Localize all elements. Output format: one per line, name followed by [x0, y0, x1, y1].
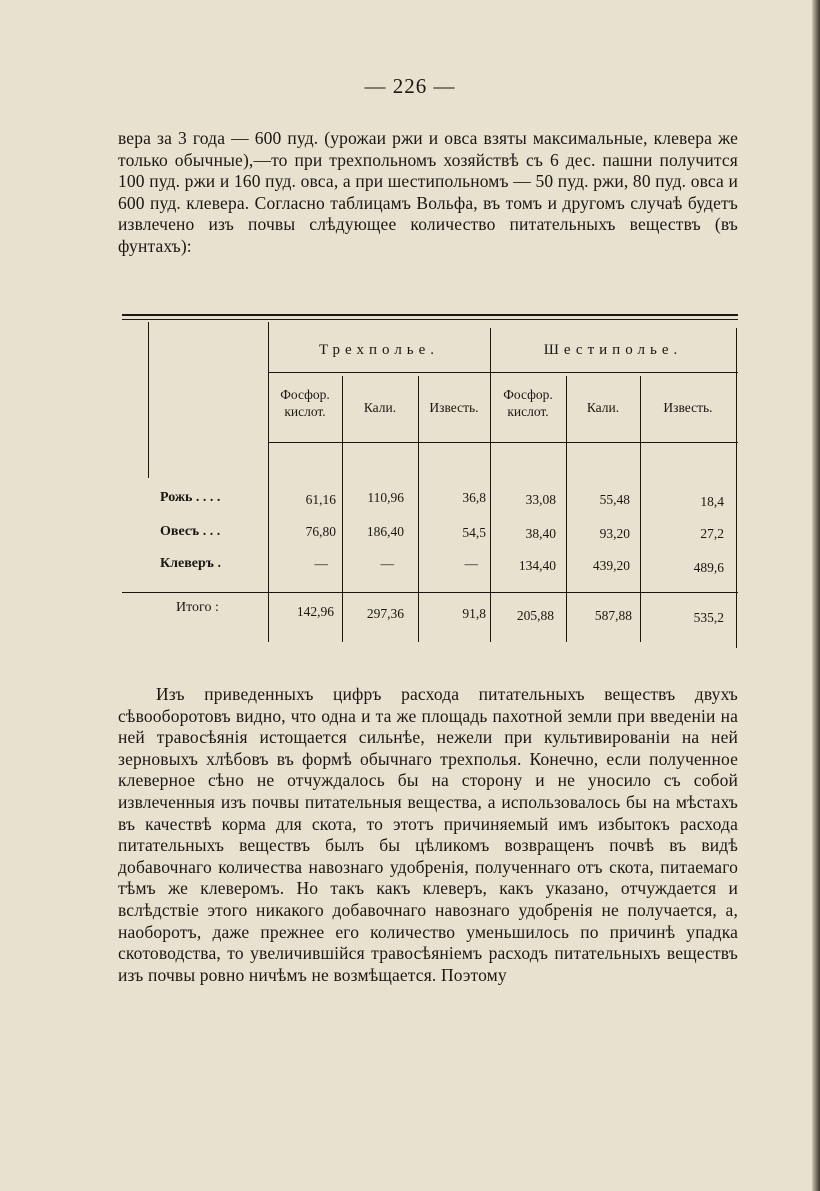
cell-rye-phosphoric-1: 61,16	[305, 492, 336, 507]
cell-oats-phosphoric-1: 76,80	[305, 524, 336, 539]
cell-clover-phosphoric-2: 134,40	[518, 558, 556, 573]
table-top-rule	[122, 314, 738, 316]
cell-total-lime-1: 91,8	[462, 606, 486, 621]
cell-oats-potash-2: 93,20	[599, 526, 630, 541]
paragraph-first-word: Изъ	[156, 684, 185, 704]
cell-oats-potash-1: 186,40	[366, 524, 404, 539]
col-header-lime-2: Известь.	[663, 400, 713, 415]
table-vline-stub	[148, 322, 149, 478]
col-header-phosphoric-2: Фосфор. кислот.	[503, 387, 553, 419]
cell-clover-lime-1: —	[464, 556, 478, 571]
cell-total-phosphoric-1: 142,96	[296, 604, 334, 619]
paragraph-body: приведенныхъ цифръ расхода питательныхъ веществъ двухъ сѣвооборотовъ видно, что одна и та же площадь пахотной земли при введеніи на ней травосѣянія истощается сильнѣе, нежели при культивированіи на ней зерновыхъ хлѣбовъ въ формѣ обычнаго трехполья. Конечно, если полученное клеверное сѣно не отчуждалось бы на сторону и не уносило съ собой извлеченныя изъ почвы питательныя вещества, а использовалось бы на мѣстахъ въ качествѣ корма для скота, то этотъ причиняемый имъ избытокъ расхода питательныхъ веществъ былъ бы цѣликомъ возвращенъ почвѣ въ видѣ добавочнаго количества навознаго удобренія, полученнаго отъ скота, питаемаго тѣмъ же клеверомъ. Но такъ какъ клеверъ, какъ указано, отчуждается и вслѣдствіе этого никакого добавочнаго навознаго удобренія не получается, а, наоборотъ, даже прежнее его количество уменьшилось по причинѣ упадка скотоводства, то увеличившійся травосѣяніемъ расходъ питательныхъ веществъ изъ почвы ровно ничѣмъ не возмѣщается. Поэтому	[118, 684, 738, 985]
table-vline-group	[490, 328, 491, 642]
cell-total-lime-2: 535,2	[693, 610, 724, 625]
paragraph-intro: вера за 3 года — 600 пуд. (урожаи ржи и овса взяты максимальные, клевера же только обычные),—то при трехпольномъ хозяйствѣ съ 6 дес. пашни получится 100 пуд. ржи и 160 пуд. овса, а при шестипольномъ — 50 пуд. ржи, 80 пуд. овса и 600 пуд. клевера. Согласно таблицамъ Вольфа, въ томъ и другомъ случаѣ будетъ извлечено изъ почвы слѣдующее количество питательныхъ веществъ (въ фунтахъ):	[118, 128, 738, 256]
cell-clover-potash-2: 439,20	[592, 558, 630, 573]
table-group-rule	[268, 372, 738, 373]
cell-clover-lime-2: 489,6	[693, 560, 724, 575]
table-top-rule-2	[122, 319, 738, 320]
paragraph-conclusion	[118, 684, 738, 986]
cell-clover-potash-1: —	[380, 556, 394, 571]
col-header-phosphoric-1: Фосфор. кислот.	[280, 387, 330, 419]
cell-oats-phosphoric-2: 38,40	[525, 526, 556, 541]
cell-clover-phosphoric-1: —	[314, 556, 328, 571]
cell-total-potash-2: 587,88	[594, 608, 632, 623]
group-header-three-field: Трехполье.	[318, 342, 440, 358]
cell-rye-potash-1: 110,96	[367, 490, 404, 505]
table-vline-right	[736, 328, 737, 648]
row-label-total: Итого :	[176, 600, 219, 615]
table-total-rule	[122, 592, 738, 593]
cell-rye-lime-1: 36,8	[462, 490, 486, 505]
col-header-potash-2: Кали.	[586, 400, 620, 415]
table-vline-label	[268, 322, 269, 642]
cell-oats-lime-2: 27,2	[700, 526, 724, 541]
row-label-rye: Рожь . . . .	[160, 490, 221, 505]
page-edge-shadow	[812, 0, 820, 1191]
group-header-six-field: Шестиполье.	[543, 342, 683, 358]
nutrient-table	[122, 314, 738, 644]
page-number: — 226 —	[364, 74, 456, 98]
cell-rye-potash-2: 55,48	[599, 492, 630, 507]
cell-total-potash-1: 297,36	[366, 606, 404, 621]
cell-total-phosphoric-2: 205,88	[516, 608, 554, 623]
col-header-lime-1: Известь.	[429, 400, 479, 415]
row-label-clover: Клеверъ .	[160, 556, 221, 571]
col-header-potash-1: Кали.	[363, 400, 397, 415]
cell-oats-lime-1: 54,5	[462, 525, 486, 540]
cell-rye-phosphoric-2: 33,08	[525, 492, 556, 507]
row-label-oats: Овесъ . . .	[160, 524, 221, 539]
cell-rye-lime-2: 18,4	[700, 494, 724, 509]
table-header-rule	[268, 442, 738, 443]
